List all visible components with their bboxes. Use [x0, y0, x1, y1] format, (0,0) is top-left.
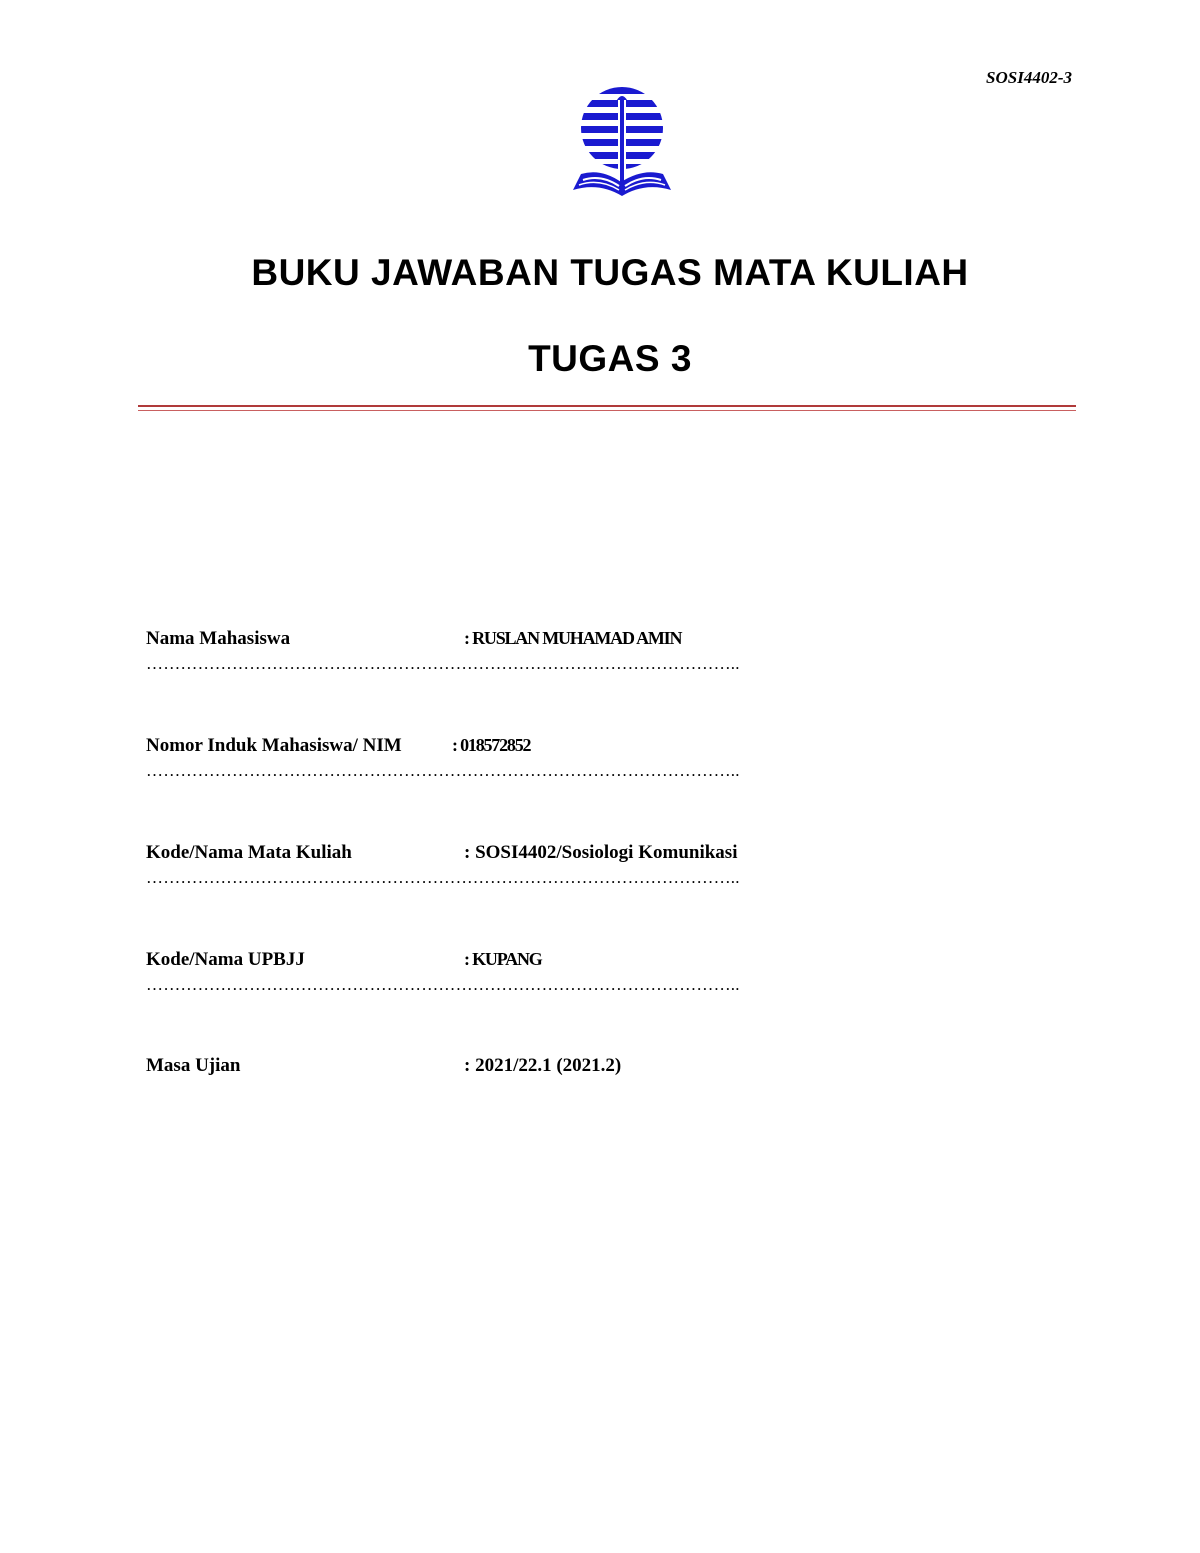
field-label: Masa Ujian [146, 1055, 241, 1076]
page-title: BUKU JAWABAN TUGAS MATA KULIAH [251, 252, 969, 293]
field-label: Nomor Induk Mahasiswa/ NIM [146, 735, 402, 756]
title-divider [138, 405, 1076, 407]
document-code: SOSI4402-3 [986, 68, 1072, 87]
dotted-line: ………………………………………………………………………………………….. [146, 868, 740, 887]
field-value: : RUSLAN MUHAMAD AMIN [464, 628, 682, 648]
dotted-line: ………………………………………………………………………………………….. [146, 761, 740, 780]
field-exam-period [146, 1055, 886, 1079]
field-course [146, 842, 886, 887]
field-label: Kode/Nama Mata Kuliah [146, 842, 352, 863]
dotted-line: ………………………………………………………………………………………….. [146, 654, 740, 673]
field-student-id [146, 735, 886, 780]
field-label: Kode/Nama UPBJJ [146, 949, 305, 970]
field-value: : KUPANG [464, 949, 542, 969]
field-value: : 2021/22.1 (2021.2) [464, 1055, 622, 1076]
dotted-line: ………………………………………………………………………………………….. [146, 975, 740, 994]
field-student-name [146, 628, 886, 673]
university-logo-icon [571, 86, 673, 200]
field-value: : 018572852 [452, 735, 531, 755]
field-upbjj [146, 949, 886, 994]
title-divider-thin [138, 410, 1076, 411]
assignment-number: TUGAS 3 [528, 338, 692, 379]
field-value: : SOSI4402/Sosiologi Komunikasi [464, 842, 738, 863]
field-label: Nama Mahasiswa [146, 628, 291, 649]
